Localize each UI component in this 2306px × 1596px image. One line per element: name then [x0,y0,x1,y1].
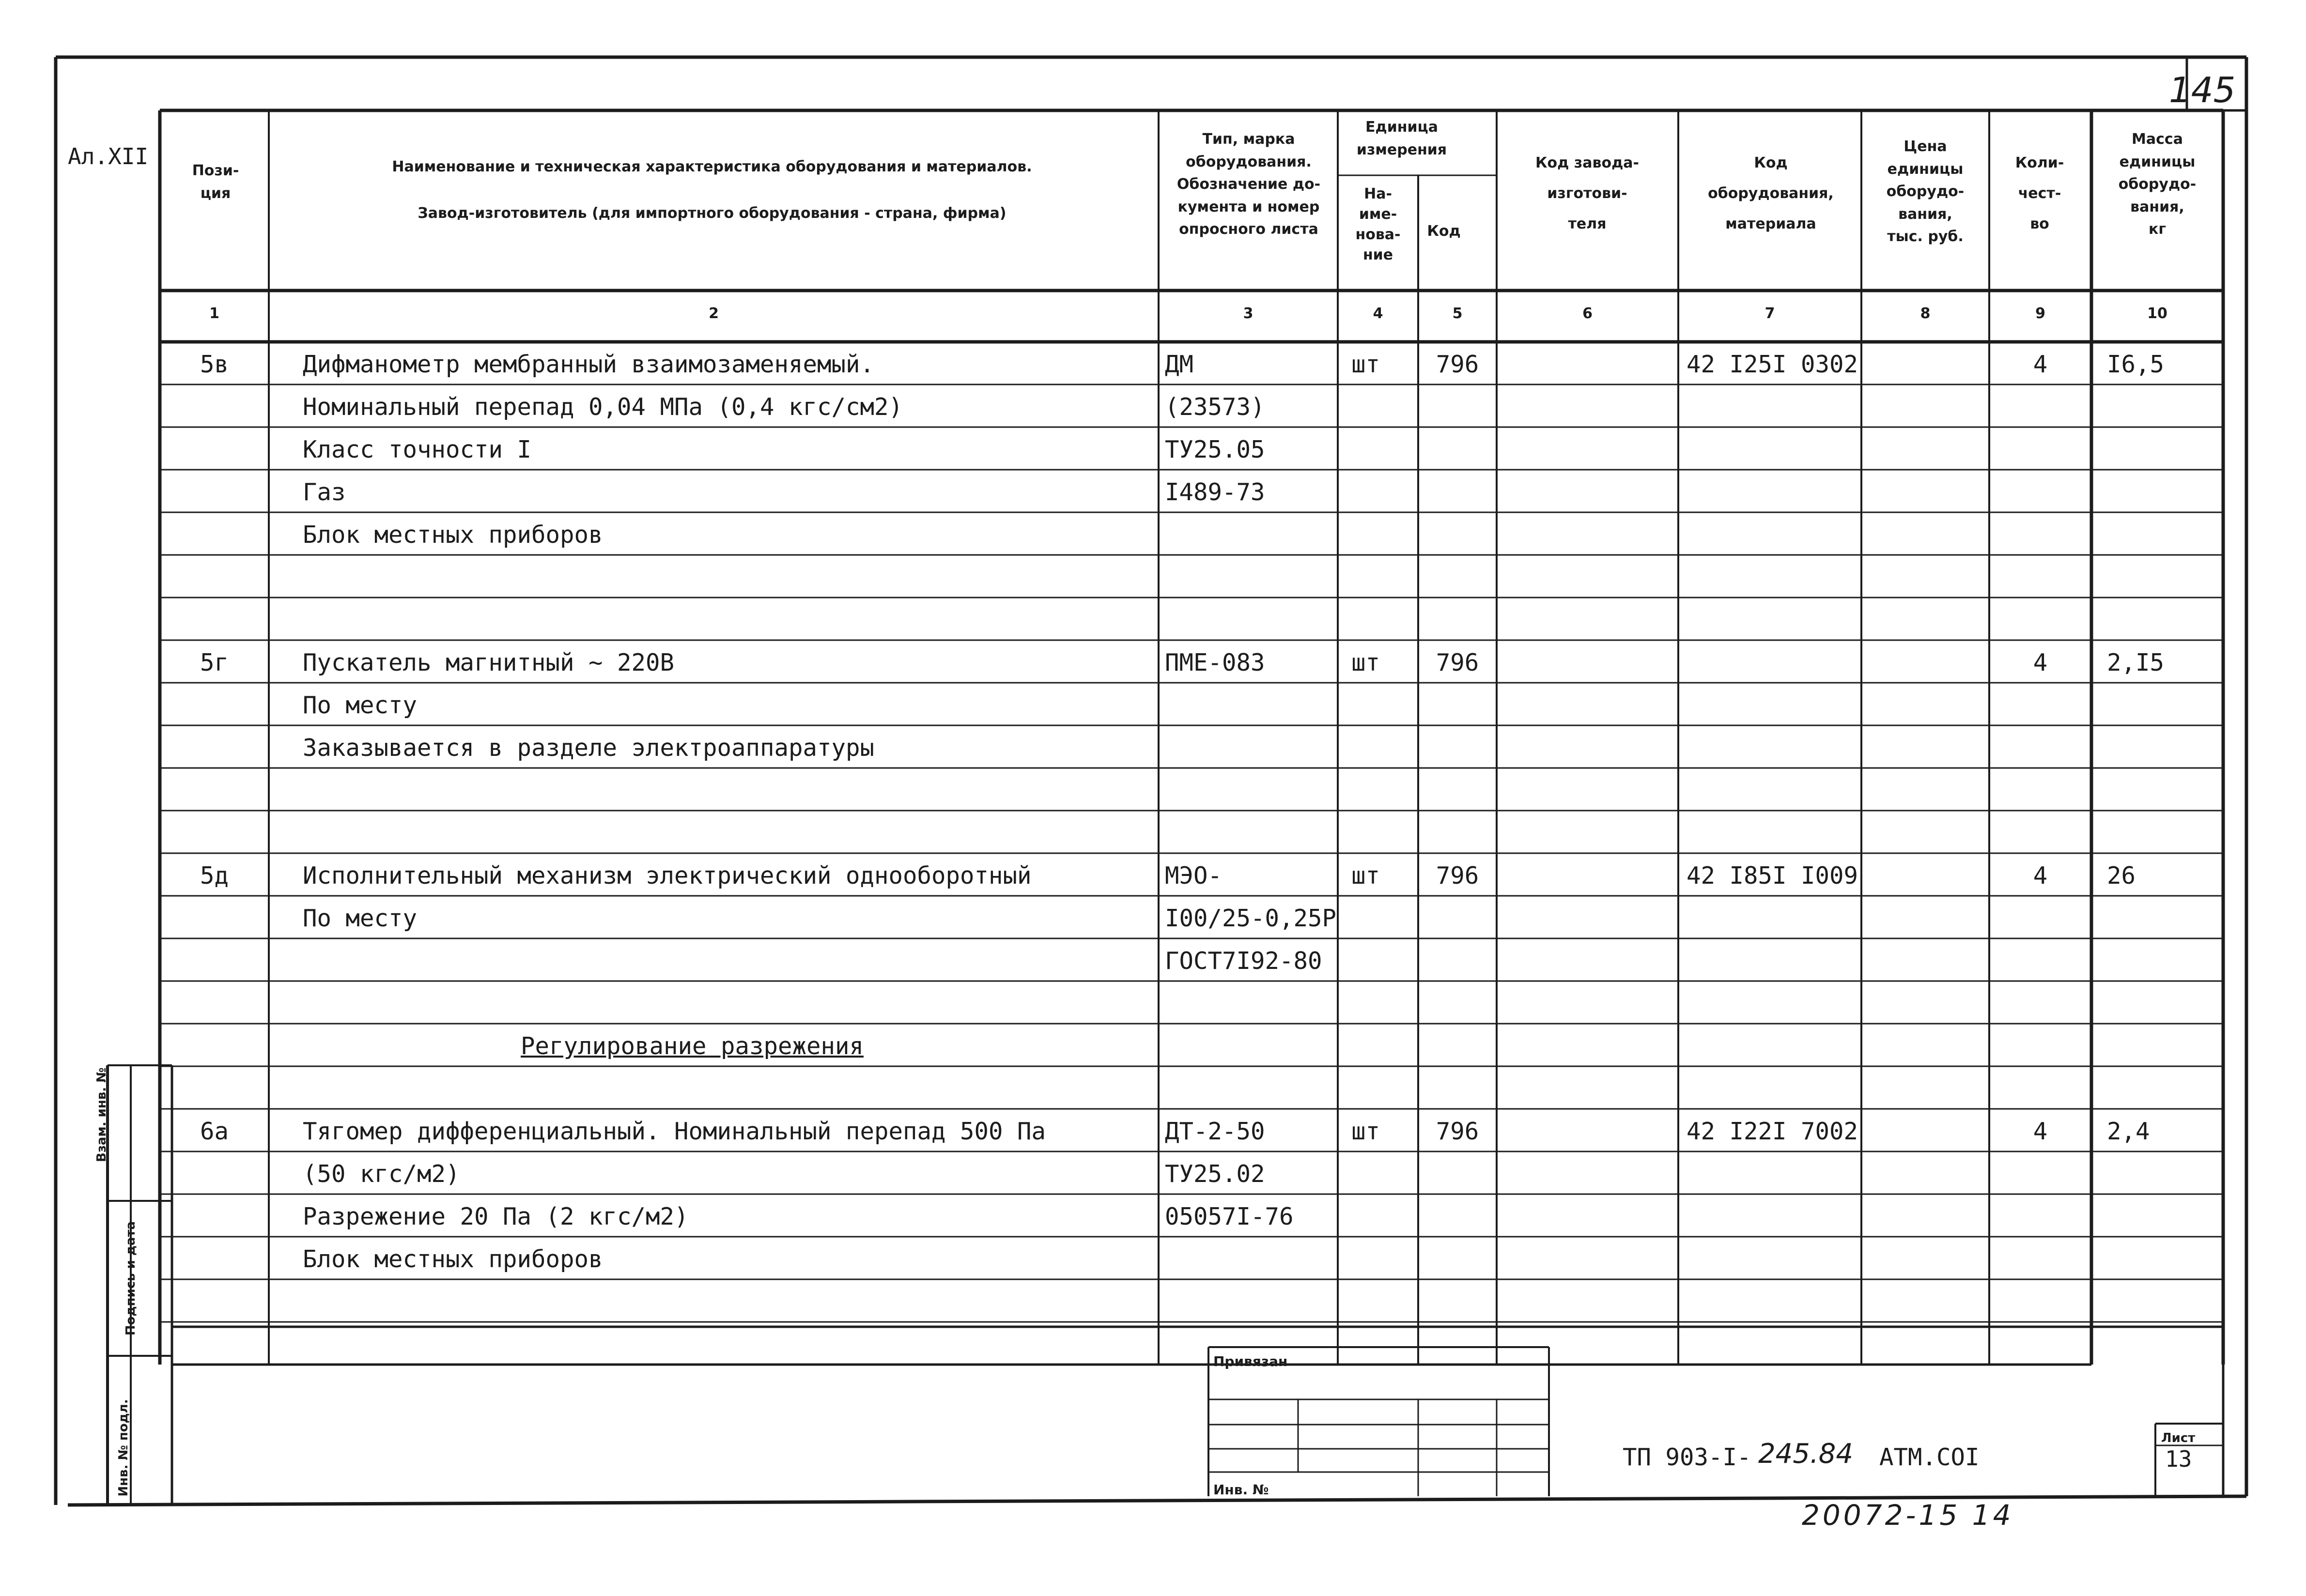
cell-equip: 42 I85I I009 [1687,862,1858,890]
column-number: 2 [709,305,719,322]
header-equip-code: Код оборудования, материала [1708,154,1834,232]
cell-name: Блок местных приборов [303,1245,603,1273]
cell-type: ГОСТ7I92-80 [1165,947,1322,975]
header-mass: Масса единицы оборудо- вания, кг [2118,131,2197,238]
cell-name: Тягомер дифференциальный. Номинальный перепад 500 Па [303,1118,1046,1145]
side-label-inv: Инв. № подл. [116,1399,131,1497]
cell-name: Регулирование разрежения [521,1032,864,1060]
cell-name: По месту [303,905,418,932]
sheet-label: Ал.XII [68,143,149,169]
header-unit-group: Единица измерения [1356,119,1447,158]
cell-type: МЭО- [1165,862,1223,890]
side-label-vzam: Взам. инв. № [94,1067,109,1162]
cell-name: Разрежение 20 Па (2 кгс/м2) [303,1203,689,1230]
cell-equip: 42 I25I 0302 [1687,351,1858,378]
page-number: 145 [2169,70,2236,110]
cell-mass: 2,I5 [2107,649,2165,676]
column-number: 9 [2035,305,2045,322]
column-number: 1 [209,305,219,322]
cell-type: ТУ25.02 [1165,1160,1265,1188]
cell-unit: шт [1351,351,1380,378]
header-name-line1: Наименование и техническая характеристика оборудования и материалов. [392,158,1032,175]
side-label-podpis: Подпись и дата [124,1221,138,1336]
cell-type: ДМ [1165,351,1194,378]
header-unit-name: На- име- нова- ние [1355,185,1401,263]
cell-mass: 26 [2107,862,2136,890]
header-unit-code: Код [1427,223,1461,240]
cell-type: ДТ-2-50 [1165,1118,1265,1145]
cell-name: Газ [303,478,346,506]
cell-name: Номинальный перепад 0,04 МПа (0,4 кгс/см2) [303,393,903,421]
stamp-designation-prefix: ТП 903-I- [1623,1443,1751,1471]
column-number: 10 [2147,305,2167,322]
cell-name: Блок местных приборов [303,521,603,549]
cell-unit: шт [1351,649,1380,676]
cell-type: (23573) [1165,393,1265,421]
cell-qty: 4 [2033,351,2048,378]
column-number: 6 [1582,305,1593,322]
header-position: Пози- ция [192,162,239,202]
header-factory-code: Код завода- изготови- теля [1535,154,1639,232]
stamp-designation-suffix: АТМ.СОI [1879,1443,1980,1471]
cell-unit: шт [1351,862,1380,890]
cell-name: Дифманометр мембранный взаимозаменяемый. [303,351,875,378]
column-number: 3 [1243,305,1254,322]
cell-type: ТУ25.05 [1165,436,1265,463]
cell-type: ПМЕ-083 [1165,649,1265,676]
header-price: Цена единицы оборудо- вания, тыс. руб. [1886,138,1965,245]
cell-qty: 4 [2033,649,2048,676]
cell-qty: 4 [2033,862,2048,890]
cell-pos: 5в [200,351,229,378]
column-number: 5 [1452,305,1463,322]
column-number: 4 [1373,305,1383,322]
column-number: 7 [1764,305,1775,322]
cell-code: 796 [1436,649,1479,676]
cell-pos: 5д [200,862,229,890]
stamp-list-value: 13 [2165,1446,2192,1472]
cell-equip: 42 I22I 7002 [1687,1118,1858,1145]
footer-number: 20072-15 14 [1802,1499,2014,1532]
cell-qty: 4 [2033,1118,2048,1145]
cell-code: 796 [1436,351,1479,378]
stamp-inv-no: Инв. № [1213,1482,1269,1498]
header-type: Тип, марка оборудования. Обозначение до- кумента и номер опросного листа [1176,131,1321,238]
header-name-line2: Завод-изготовитель (для импортного оборудования - страна, фирма) [418,205,1006,222]
cell-mass: 2,4 [2107,1118,2150,1145]
cell-name: По месту [303,691,418,719]
cell-unit: шт [1351,1118,1380,1145]
cell-name: Класс точности I [303,436,532,463]
cell-code: 796 [1436,1118,1479,1145]
cell-pos: 6а [200,1118,229,1145]
cell-name: (50 кгс/м2) [303,1160,460,1188]
cell-type: I00/25-0,25Р [1165,905,1337,932]
stamp-privyazan: Привязан [1213,1353,1288,1369]
cell-name: Пускатель магнитный ~ 220В [303,649,675,676]
cell-type: 05057I-76 [1165,1203,1294,1230]
stamp-designation-number: 245.84 [1758,1438,1853,1470]
cell-type: I489-73 [1165,478,1265,506]
stamp-list-label: Лист [2161,1431,2196,1445]
header-quantity: Коли- чест- во [2015,154,2064,232]
cell-pos: 5г [200,649,229,676]
cell-mass: I6,5 [2107,351,2165,378]
cell-code: 796 [1436,862,1479,890]
column-number: 8 [1920,305,1931,322]
cell-name: Заказывается в разделе электроаппаратуры [303,734,875,762]
cell-name: Исполнительный механизм электрический однооборотный [303,862,1032,890]
